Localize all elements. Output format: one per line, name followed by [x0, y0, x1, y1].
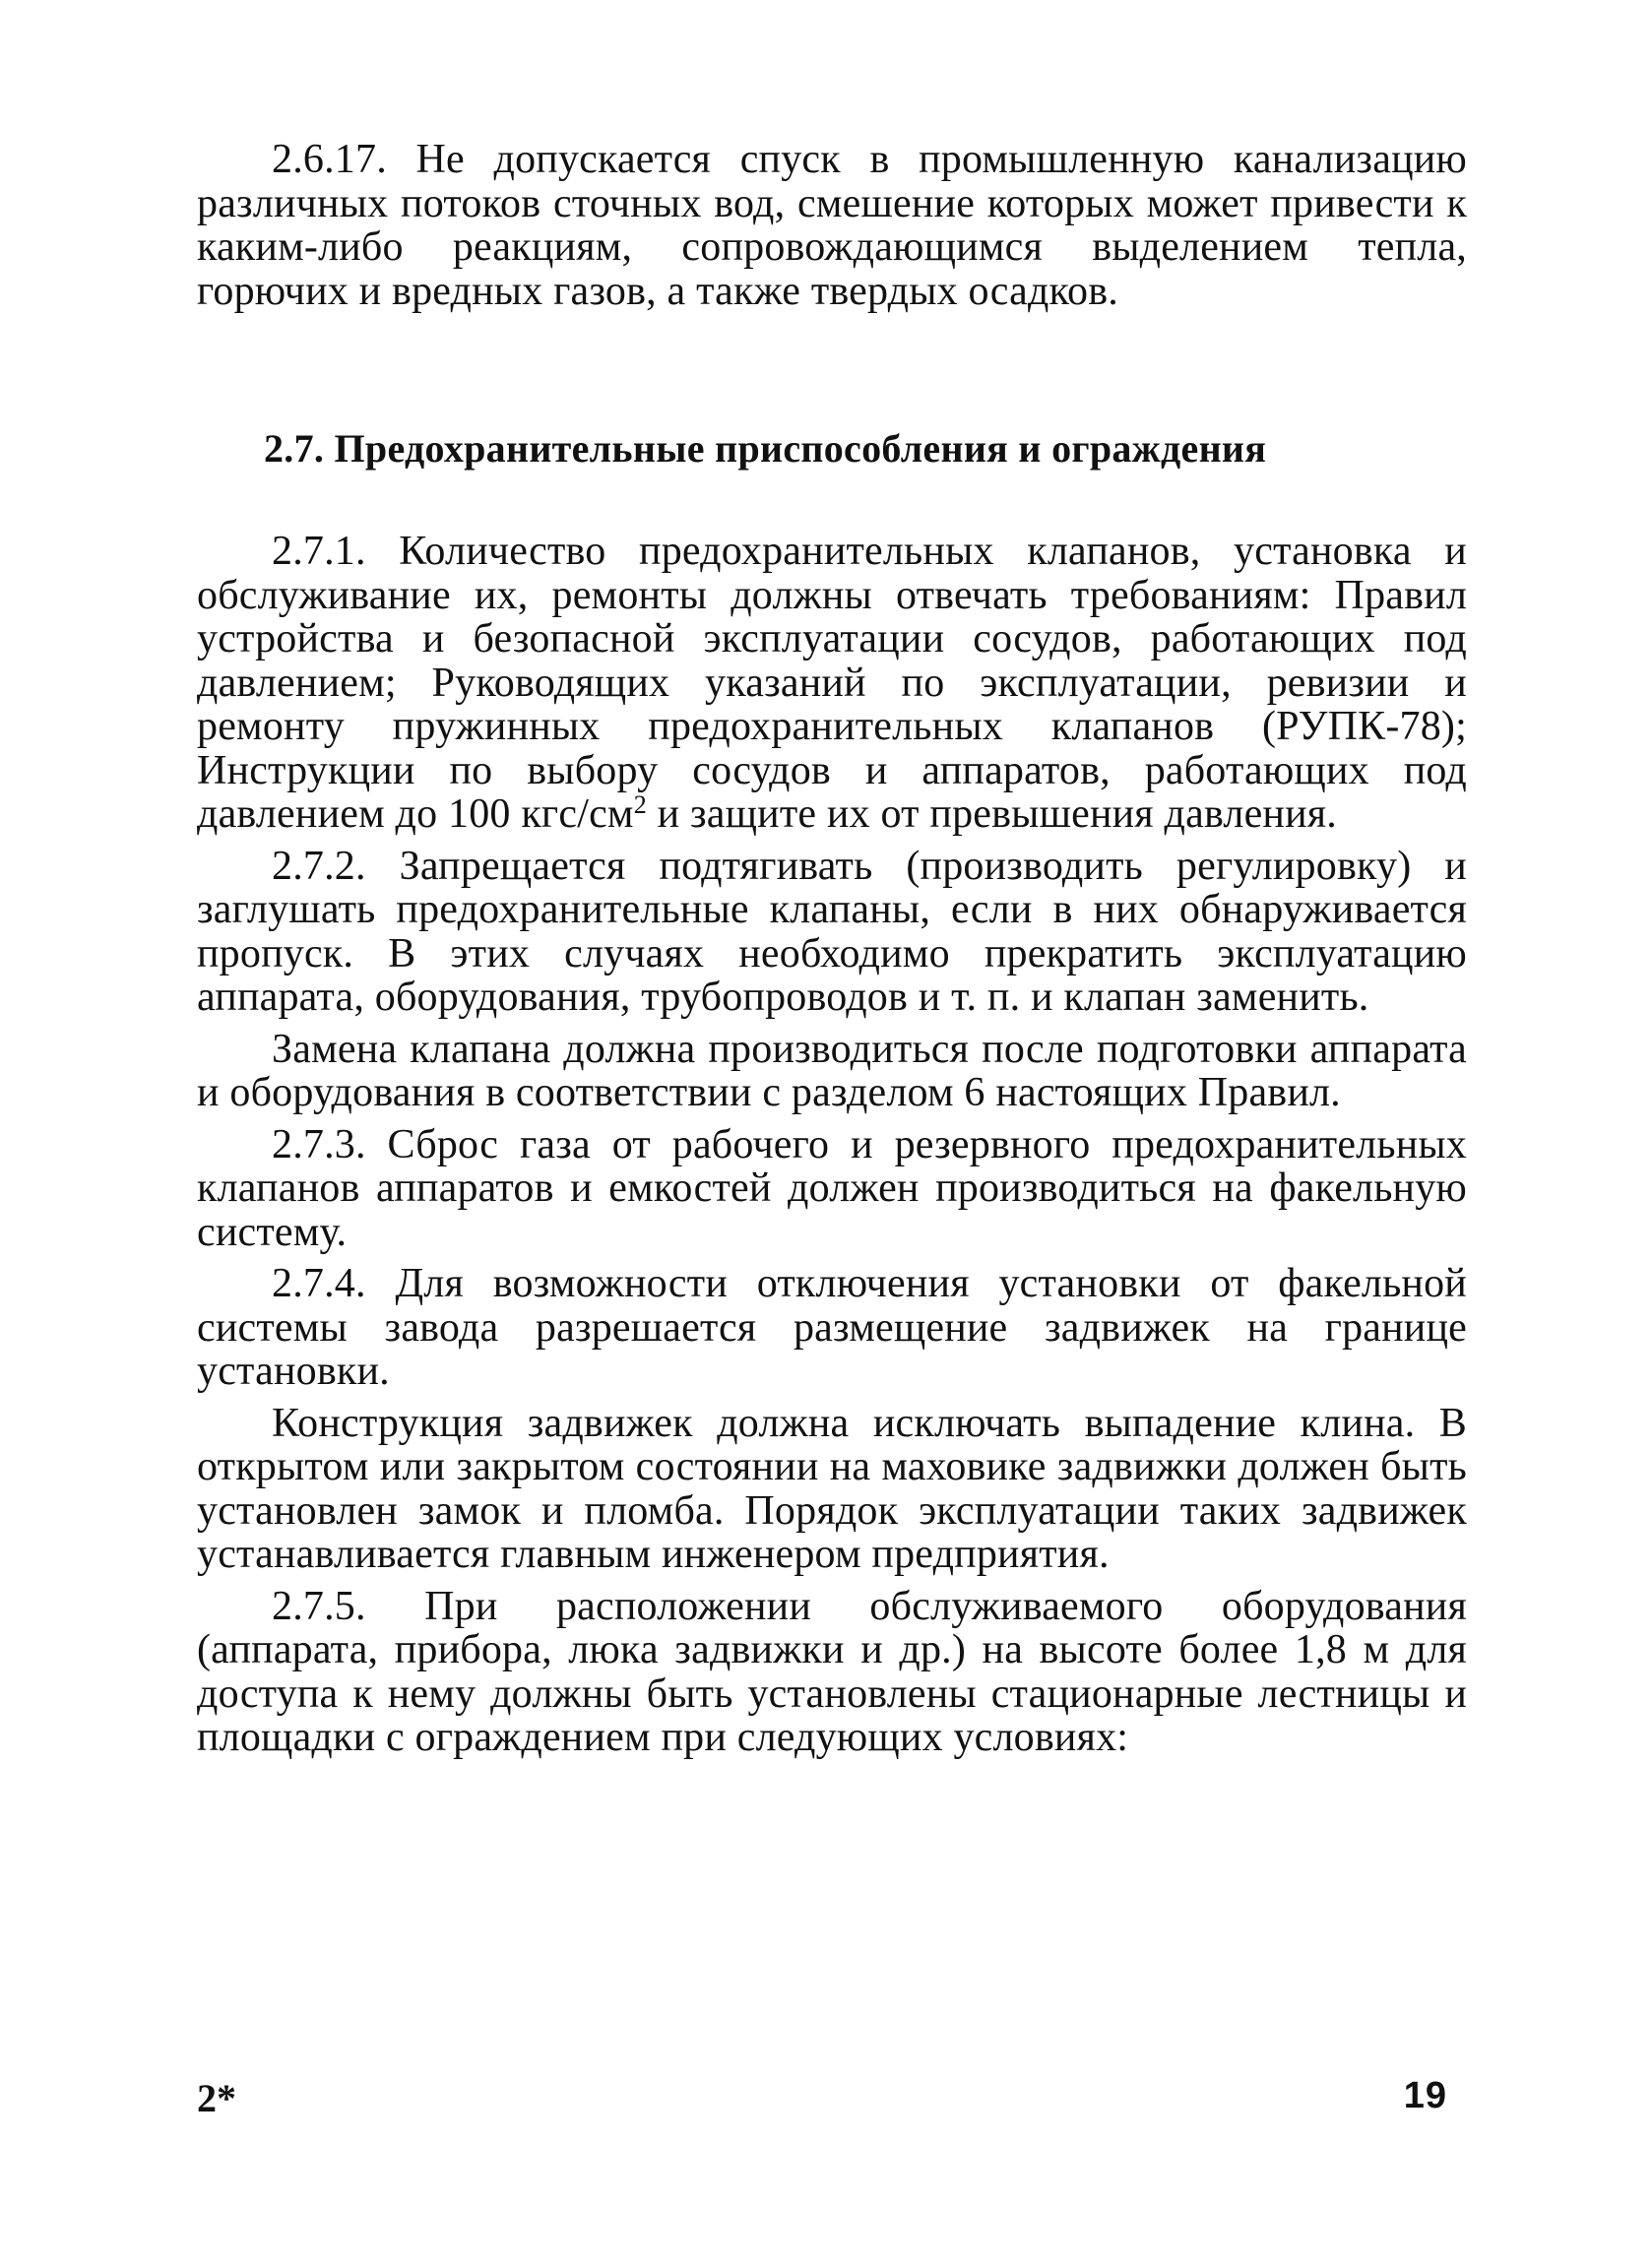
page-footer — [197, 2075, 1467, 2124]
paragraph-2-7-2-continued: Замена клапана должна производиться после подготовки аппарата и оборудования в соответствии с разделом 6 настоящих Правил. — [197, 1026, 1467, 1115]
page-number: 19 — [1403, 2075, 1447, 2116]
paragraph-2-7-5: 2.7.5. При расположении обслуживаемого оборудования (аппарата, прибора, люка задвижки и др.) на высоте более 1,8 м для доступа к нему должны быть установлены стационарные лестницы и площадки с ограждением при следующих условиях: — [197, 1583, 1467, 1760]
paragraph-2-7-4-continued: Конструкция задвижек должна исключать выпадение клина. В открытом или закрытом состоянии на маховике задвижки должен быть установлен замок и пломба. Порядок эксплуатации таких задвижек устанавливается главным инженером предприятия. — [197, 1400, 1467, 1577]
paragraph-2-6-17: 2.6.17. Не допускается спуск в промышленную канализацию различных потоков сточных вод, смешение которых может привести к каким-либо реакциям, сопровождающимся выделением тепла, горючих и вредных газов, а также твердых осадков. — [197, 137, 1467, 314]
paragraph-2-7-1-tail: и защите их от превышения давления. — [646, 791, 1337, 837]
paragraph-2-7-1-text: 2.7.1. Количество предохранительных клапанов, установка и обслуживание их, ремонты должны отвечать требованиям: Правил устройства и безопасной эксплуатации сосудов, работающих под давлением; Руководящих указаний по эксплуатации, ревизии и ремонту пружинных предохранительных клапанов (РУПК-78); Инструкции по выбору сосудов и аппаратов, работающих под давлением до 100 кгс/см — [197, 529, 1467, 837]
signature-mark: 2* — [197, 2076, 236, 2120]
superscript: 2 — [633, 790, 647, 819]
paragraph-2-7-2: 2.7.2. Запрещается подтягивать (производить регулировку) и заглушать предохранительные клапаны, если в них обнаруживается пропуск. В этих случаях необходимо прекратить эксплуатацию аппарата, оборудования, трубопроводов и т. п. и клапан заменить. — [197, 843, 1467, 1020]
paragraph-2-7-1 — [197, 530, 1467, 837]
paragraph-2-7-4: 2.7.4. Для возможности отключения установки от факельной системы завода разрешается размещение задвижек на границе установки. — [197, 1261, 1467, 1394]
section-heading-2-7: 2.7. Предохранительные приспособления и ограждения — [264, 426, 1267, 471]
document-page — [197, 138, 1467, 1768]
paragraph-2-7-3: 2.7.3. Сброс газа от рабочего и резервного предохранительных клапанов аппаратов и емкостей должен производиться на факельную систему. — [197, 1121, 1467, 1255]
